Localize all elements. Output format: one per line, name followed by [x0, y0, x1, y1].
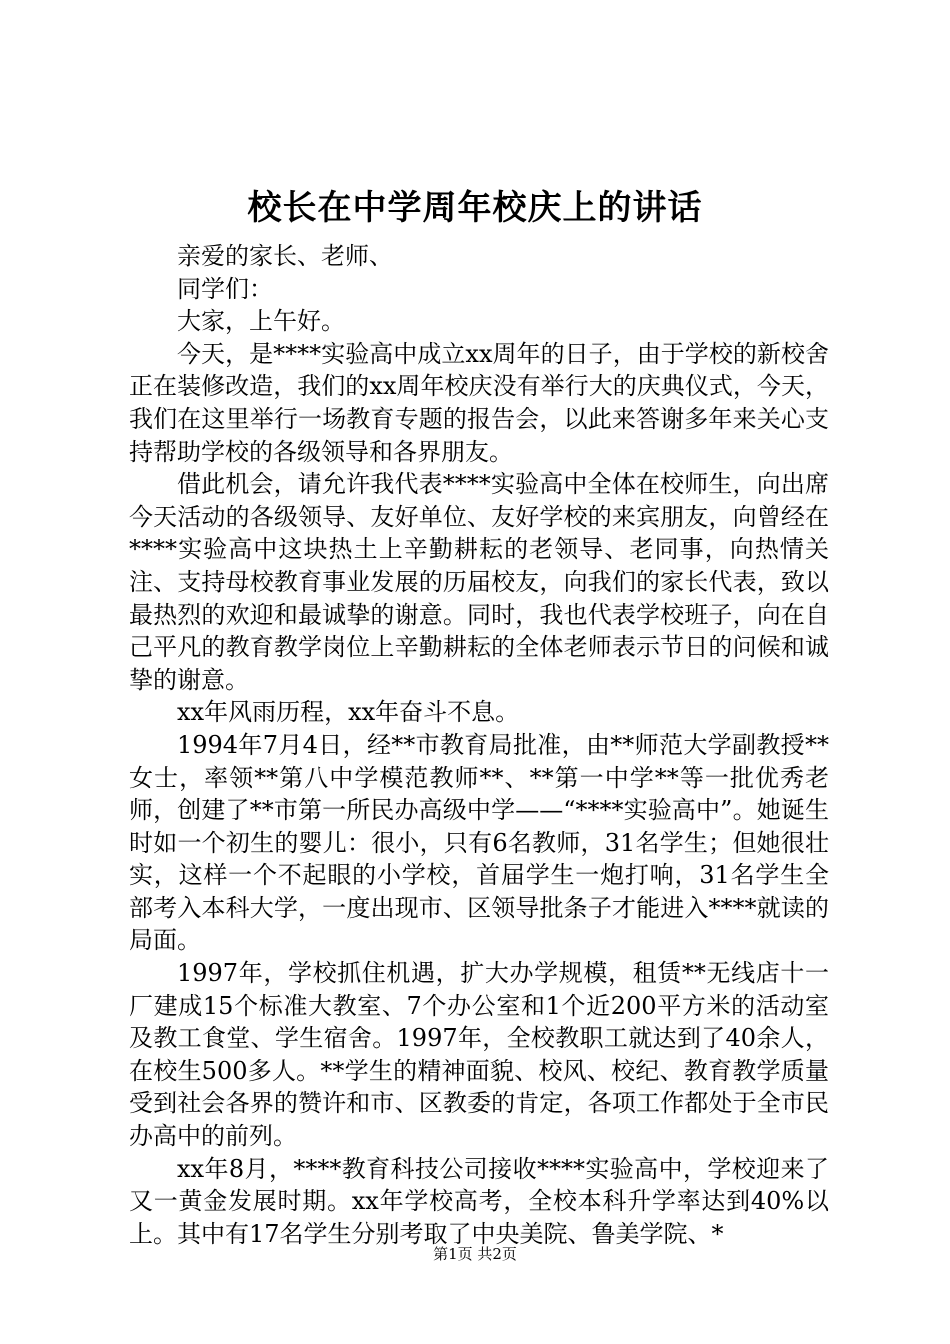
page-footer: 第1页 共2页 — [433, 1245, 517, 1263]
paragraph: 同学们： — [177, 274, 273, 303]
paragraph: 大家，上午好。 — [177, 307, 345, 336]
document-body — [129, 240, 829, 1250]
paragraph: xx年8月，****教育科技公司接收****实验高中，学校迎来了又一黄金发展时期。xx年学校高考，全校本科升学率达到40%以上。其中有17名学生分别考取了中央美院、鲁美学院、* — [129, 1154, 829, 1248]
paragraph: 1994年7月4日，经**市教育局批准，由**师范大学副教授**女士，率领**第八中学模范教师**、**第一中学**等一批优秀老师，创建了**市第一所民办高级中学——“****实验高中”。她诞生时如一个初生的婴儿：很小，只有6名教师，31名学生；但她很壮实，这样一个不起眼的小学校，首届学生一炮打响，31名学生全部考入本科大学，一度出现市、区领导批条子才能进入****就读的局面。 — [129, 730, 829, 955]
paragraph: 今天，是****实验高中成立xx周年的日子，由于学校的新校舍正在装修改造，我们的xx周年校庆没有举行大的庆典仪式，今天，我们在这里举行一场教育专题的报告会，以此来答谢多年来关心支持帮助学校的各级领导和各界朋友。 — [129, 339, 829, 466]
paragraph: 亲爱的家长、老师、 — [177, 242, 393, 270]
paragraph: 1997年，学校抓住机遇，扩大办学规模，租赁**无线店十一厂建成15个标准大教室、7个办公室和1个近200平方米的活动室及教工食堂、学生宿舍。1997年，全校教职工就达到了40余人，在校生500多人。**学生的精神面貌、校风、校纪、教育教学质量受到社会各界的赞许和市、区教委的肯定，各项工作都处于全市民办高中的前列。 — [129, 959, 829, 1151]
document-title: 校长在中学周年校庆上的讲话 — [247, 188, 703, 228]
paragraph: 借此机会，请允许我代表****实验高中全体在校师生，向出席今天活动的各级领导、友好单位、友好学校的来宾朋友，向曾经在****实验高中这块热土上辛勤耕耘的老领导、老同事，向热情关注、支持母校教育事业发展的历届校友，向我们的家长代表，致以最热烈的欢迎和最诚挚的谢意。同时，我也代表学校班子，向在自己平凡的教育教学岗位上辛勤耕耘的全体老师表示节日的问候和诚挚的谢意。 — [129, 470, 829, 694]
paragraph: xx年风雨历程，xx年奋斗不息。 — [177, 698, 520, 727]
